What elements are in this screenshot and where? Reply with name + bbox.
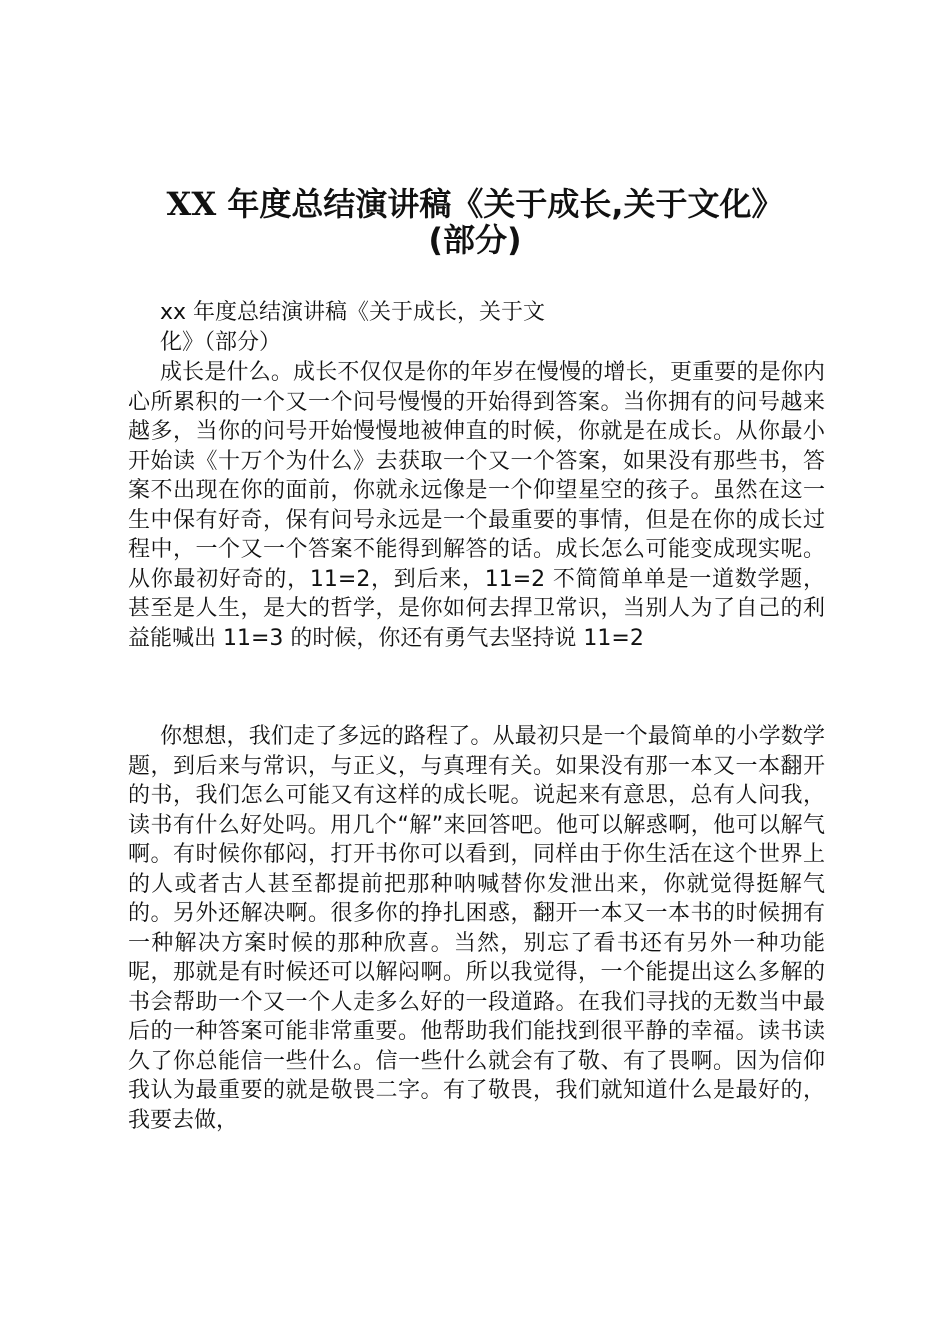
paragraph-1: 成长是什么。成长不仅仅是你的年岁在慢慢的增长，更重要的是你内心所累积的一个又一个问号慢慢的开始得到答案。当你拥有的问号越来越多，当你的问号开始慢慢地被伸直的时候，你就是在成长。从你最小开始读《十万个为什么》去获取一个又一个答案，如果没有那些书，答案不出现在你的面前，你就永远像是一个仰望星空的孩子。虽然在这一生中保有好奇，保有问号永远是一个最重要的事情，但是在你的成长过程中，一个又一个答案不能得到解答的话。成长怎么可能变成现实呢。从你最初好奇的，11=2，到后来，11=2 不简简单单是一道数学题，甚至是人生，是大的哲学，是你如何去捍卫常识，当别人为了自己的利益能喊出 11=3 的时候，你还有勇气去坚持说 11=2 [128,360,825,651]
title-rest: 年度总结演讲稿《关于成长,关于文化》 [216,185,784,223]
document-title-line-2: (部分) [428,221,522,259]
subtitle-line-2: 化》（部分） [160,330,282,355]
subtitle-line-1: xx 年度总结演讲稿《关于成长，关于文 [160,300,546,325]
title-prefix: XX [166,185,217,223]
paragraph-2: 你想想，我们走了多远的路程了。从最初只是一个最简单的小学数学题，到后来与常识，与正义，与真理有关。如果没有那一本又一本翻开的书，我们怎么可能又有这样的成长呢。说起来有意思，总有人问我，读书有什么好处吗。用几个“解”来回答吧。他可以解惑啊，他可以解气啊。有时候你郁闷，打开书你可以看到，同样由于你生活在这个世界上的人或者古人甚至都提前把那种呐喊替你发泄出来，你就觉得挺解气的。另外还解决啊。很多你的挣扎困惑，翻开一本又一本书的时候拥有一种解决方案时候的那种欣喜。当然，别忘了看书还有另外一种功能呢，那就是有时候还可以解闷啊。所以我觉得，一个能提出这么多解的书会帮助一个又一个人走多么好的一段道路。在我们寻找的无数当中最后的一种答案可能非常重要。他帮助我们能找到很平静的幸福。读书读久了你总能信一些什么。信一些什么就会有了敬、有了畏啊。因为信仰我认为最重要的就是敬畏二字。有了敬畏，我们就知道什么是最好的，我要去做， [128,724,825,1133]
